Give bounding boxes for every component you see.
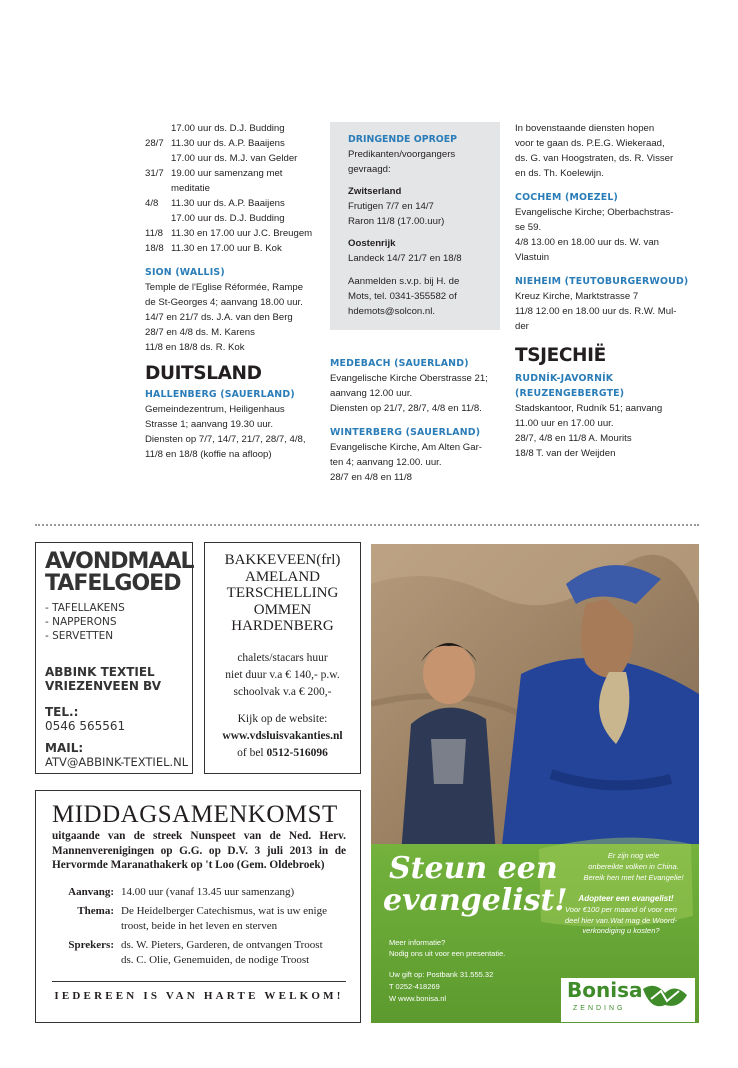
ad-bonisa — [371, 544, 699, 1023]
ad-abbink-item: - NAPPERONS — [45, 616, 117, 628]
ad-abbink-item: - SERVETTEN — [45, 630, 114, 642]
text-line: Stadskantoor, Rudník 51; aanvang — [515, 403, 663, 414]
schedule-row — [145, 196, 320, 211]
text-line: Evangelische Kirche Oberstrasse 21; — [330, 373, 488, 384]
section-title-rudnik: RUDNÍK-JAVORNÍK — [515, 373, 614, 384]
section-title-hallenberg: HALLENBERG (SAUERLAND) — [145, 389, 295, 400]
schedule-text: 11.30 en 17.00 uur J.C. Breugem — [171, 228, 313, 239]
ad-vds-places — [205, 552, 360, 635]
text-line: voor te gaan ds. P.E.G. Wiekeraad, — [515, 138, 665, 149]
bonisa-intro-lines — [571, 850, 696, 883]
bonisa-text-line: deel hier van.Wat mag de Woord- — [565, 915, 677, 925]
ad-abbink-item: - TAFELLAKENS — [45, 602, 125, 614]
bonisa-text-line: Meer informatie? — [389, 938, 446, 947]
austria-label: Oostenrijk — [348, 238, 396, 249]
ad-vds-place: OMMEN — [253, 601, 312, 618]
austria-lines — [348, 251, 490, 266]
ministers-intro — [515, 121, 695, 181]
text-line: 18/8 T. van der Weijden — [515, 448, 616, 459]
ad-abbink-mail-label: MAIL: — [45, 741, 84, 755]
schedule-date — [145, 211, 171, 226]
section-title-medebach: MEDEBACH (SAUERLAND) — [330, 358, 469, 369]
ad-abbink-textiel — [35, 542, 193, 774]
text-line: 14/7 en 21/7 ds. J.A. van den Berg — [145, 312, 293, 323]
text-line: Mots, tel. 0341-355582 of — [348, 291, 457, 302]
ad-abbink-title-2: TAFELGOED — [45, 571, 181, 596]
ad-midd-sprekers-label: Sprekers: — [68, 939, 114, 951]
country-heading-duitsland: DUITSLAND — [145, 363, 262, 384]
ad-vds-info-line: schoolvak v.a € 200,- — [233, 685, 332, 698]
bonisa-text-line: Er zijn nog vele — [607, 851, 660, 860]
ad-abbink-company-2: VRIEZENVEEN BV — [45, 679, 161, 693]
schedule-text: 17.00 uur ds. M.J. van Gelder — [171, 153, 298, 164]
bonisa-adopt-lines — [546, 905, 696, 937]
text-line: In bovenstaande diensten hopen — [515, 123, 655, 134]
text-line: Strasse 1; aanvang 19.30 uur. — [145, 419, 274, 430]
section-title-rudnik-region: (REUZENGEBERGTE) — [515, 388, 625, 399]
bonisa-text-line: Uw gift op: Postbank 31.555.32 — [389, 970, 494, 979]
ad-midd-subtitle: uitgaande van de streek Nunspeet van de Ned. Herv. Mannenverenigingen op G.G. op D.V. 3 juli 2013 in de Hervormde Maranathakerk op 't Loo (Gem. Oldebroek) — [52, 830, 346, 871]
text-line: Landeck 14/7 21/7 en 18/8 — [348, 253, 462, 264]
text-line: 4/8 13.00 en 18.00 uur ds. W. van — [515, 237, 660, 248]
ad-vds-phone-line — [205, 745, 360, 762]
text-line: 11.00 uur en 17.00 uur. — [515, 418, 614, 429]
schedule-date: 11/8 — [145, 228, 163, 239]
schedule-date: 31/7 — [145, 168, 164, 179]
text-line: Evangelische Kirche, Am Alten Gar- — [330, 442, 482, 453]
section-title-sion: SION (WALLIS) — [145, 267, 225, 278]
section-text-cochem — [515, 205, 695, 265]
ad-abbink-tel-label: TEL.: — [45, 705, 79, 719]
schedule-date — [145, 121, 171, 136]
text-line: 11/8 en 18/8 (koffie na afloop) — [145, 449, 272, 460]
text-line: Temple de l'Eglise Réformée, Rampe — [145, 282, 304, 293]
ad-vds-web-label: Kijk op de website: — [237, 712, 328, 725]
schedule-text: 11.30 uur ds. A.P. Baaijens — [171, 138, 285, 149]
bonisa-contact-lines — [389, 969, 559, 1005]
ad-midd-divider — [52, 981, 346, 982]
ad-midd-footer: IEDEREEN IS VAN HARTE WELKOM! — [54, 990, 344, 1002]
text-line: 11/8 12.00 en 18.00 uur ds. R.W. Mul- — [515, 306, 677, 317]
schedule-text: 19.00 uur samenzang met meditatie — [171, 168, 283, 194]
text-line: Diensten op 7/7, 14/7, 21/7, 28/7, 4/8, — [145, 434, 306, 445]
schedule-date: 4/8 — [145, 198, 159, 209]
section-text-rudnik — [515, 401, 695, 461]
section-text-winterberg — [330, 440, 502, 485]
urgent-call-title: DRINGENDE OPROEP — [348, 134, 458, 145]
section-text-medebach — [330, 371, 502, 416]
section-text-nieheim — [515, 289, 695, 334]
country-heading-tsjechie: TSJECHIË — [515, 345, 606, 366]
ad-abbink-items — [45, 601, 192, 643]
bonisa-text-line: Nodig ons uit voor een presentatie. — [389, 949, 506, 958]
bonisa-text-line: Bereik hen met het Evangelie! — [583, 873, 684, 882]
text-line: Kreuz Kirche, Marktstrasse 7 — [515, 291, 639, 302]
schedule-date: 18/8 — [145, 243, 164, 254]
text-line: Evangelische Kirche; Oberbachstras- — [515, 207, 674, 218]
bonisa-headline-2: evangelist! — [383, 883, 568, 918]
ad-midd-aanvang-label: Aanvang: — [68, 885, 114, 898]
urgent-call-intro — [348, 147, 490, 177]
bonisa-text-line: verkondiging u kosten? — [582, 926, 660, 935]
ad-abbink-tel: 0546 565561 — [45, 719, 126, 733]
schedule-row — [145, 211, 320, 226]
text-line: ds. G. van Hoogstraten, ds. R. Visser — [515, 153, 674, 164]
bonisa-text-line: onbereikte volken in China. — [588, 862, 679, 871]
ad-abbink-mail: ATV@ABBINK-TEXTIEL.NL — [45, 755, 189, 769]
text-line: Aanmelden s.v.p. bij H. de — [348, 276, 460, 287]
column-3 — [515, 121, 695, 461]
section-title-nieheim: NIEHEIM (TEUTOBURGERWOUD) — [515, 276, 689, 287]
text-line: Diensten op 21/7, 28/7, 4/8 en 11/8. — [330, 403, 482, 414]
bonisa-text-line: Voor €100 per maand of voor een — [565, 905, 677, 914]
section-title-winterberg: WINTERBERG (SAUERLAND) — [330, 427, 481, 438]
text-line: se 59. — [515, 222, 542, 233]
text-line: Gemeindezentrum, Heiligenhaus — [145, 404, 285, 415]
ad-midd-thema-label: Thema: — [77, 905, 114, 917]
schedule-row — [145, 166, 320, 196]
ad-vds-info-line: chalets/stacars huur — [237, 651, 328, 664]
ad-abbink-title-1: AVONDMAAL — [45, 549, 194, 574]
schedule-text: 11.30 uur ds. A.P. Baaijens — [171, 198, 285, 209]
text-line: Frutigen 7/7 en 14/7 — [348, 201, 434, 212]
urgent-call-box — [330, 122, 500, 330]
schedule-text: 17.00 uur ds. D.J. Budding — [171, 123, 285, 134]
schedule-text: 17.00 uur ds. D.J. Budding — [171, 213, 285, 224]
ad-vds-vakanties — [204, 542, 361, 774]
schedule-row — [145, 136, 320, 151]
switzerland-lines — [348, 199, 490, 229]
schedule-row — [145, 121, 320, 136]
text-line: en ds. Th. Koelewijn. — [515, 168, 604, 179]
text-line: Predikanten/voorgangers — [348, 149, 456, 160]
text-line: gevraagd: — [348, 164, 391, 175]
schedule-row — [145, 151, 320, 166]
text-line: de St-Georges 4; aanvang 18.00 uur. — [145, 297, 303, 308]
schedule-date — [145, 151, 171, 166]
text-line: Vlastuin — [515, 252, 550, 263]
text-line: aanvang 12.00 uur. — [330, 388, 413, 399]
ad-middagsamenkomst — [35, 790, 361, 1023]
schedule-row — [145, 226, 320, 241]
ad-vds-website: www.vdsluisvakanties.nl — [222, 729, 343, 742]
text-line: 28/7 en 4/8 en 11/8 — [330, 472, 412, 483]
schedule-text: 11.30 en 17.00 uur B. Kok — [171, 243, 282, 254]
bonisa-logo-subtitle: ZENDING — [573, 1005, 626, 1012]
text-line: hdemots@solcon.nl. — [348, 306, 436, 317]
ad-midd-spreker-1: ds. W. Pieters, Garderen, de ontvangen Troost — [121, 939, 323, 951]
text-line: 28/7, 4/8 en 11/8 A. Mourits — [515, 433, 632, 444]
text-line: der — [515, 321, 529, 332]
ad-midd-aanvang: 14.00 uur (vanaf 13.45 uur samenzang) — [121, 885, 295, 898]
text-line: Raron 11/8 (17.00.uur) — [348, 216, 445, 227]
dotted-separator — [35, 524, 699, 526]
schedule-row — [145, 241, 320, 256]
ad-midd-thema: De Heidelberger Catechismus, wat is uw enige troost, beide in het leven en sterven — [121, 905, 327, 932]
bonisa-headline-1: Steun een — [389, 851, 558, 886]
ad-vds-info — [205, 650, 360, 701]
ad-vds-place: AMELAND — [245, 568, 320, 585]
schedule-list — [145, 121, 320, 256]
text-line: 28/7 en 4/8 ds. M. Karens — [145, 327, 255, 338]
ad-vds-place: TERSCHELLING — [226, 585, 339, 601]
text-line: 11/8 en 18/8 ds. R. Kok — [145, 342, 245, 353]
ad-midd-title: MIDDAGSAMENKOMST — [52, 801, 338, 828]
bonisa-text-line: W www.bonisa.nl — [389, 994, 447, 1003]
urgent-call-contact — [348, 274, 490, 319]
ad-midd-spreker-2: ds. C. Olie, Genemuiden, de nodige Troost — [121, 953, 310, 966]
column-2 — [330, 350, 502, 485]
ad-vds-place: BAKKEVEEN(frl) — [224, 552, 341, 568]
column-1 — [145, 121, 320, 462]
section-text-hallenberg — [145, 402, 320, 462]
bonisa-info-lines — [389, 937, 559, 959]
ad-midd-row-sprekers — [52, 938, 346, 967]
bonisa-logo-text: Bonisa — [567, 978, 643, 1002]
text-line: ten 4; aanvang 12.00. uur. — [330, 457, 442, 468]
ad-abbink-company-1: ABBINK TEXTIEL — [45, 665, 155, 679]
bonisa-adopt-title: Adopteer een evangelist! — [578, 894, 674, 903]
ad-midd-row-thema — [52, 904, 346, 933]
schedule-date: 28/7 — [145, 138, 164, 149]
section-text-sion — [145, 280, 320, 355]
section-title-cochem: COCHEM (MOEZEL) — [515, 192, 619, 203]
ad-vds-phone-prefix: of bel — [237, 746, 267, 759]
bonisa-text-line: T 0252-418269 — [389, 982, 440, 991]
ad-midd-row-aanvang — [52, 885, 346, 900]
ad-vds-info-line: niet duur v.a € 140,- p.w. — [225, 668, 340, 681]
ad-vds-phone: 0512-516096 — [266, 746, 328, 759]
switzerland-label: Zwitserland — [348, 186, 402, 197]
ad-vds-place: HARDENBERG — [231, 618, 334, 634]
